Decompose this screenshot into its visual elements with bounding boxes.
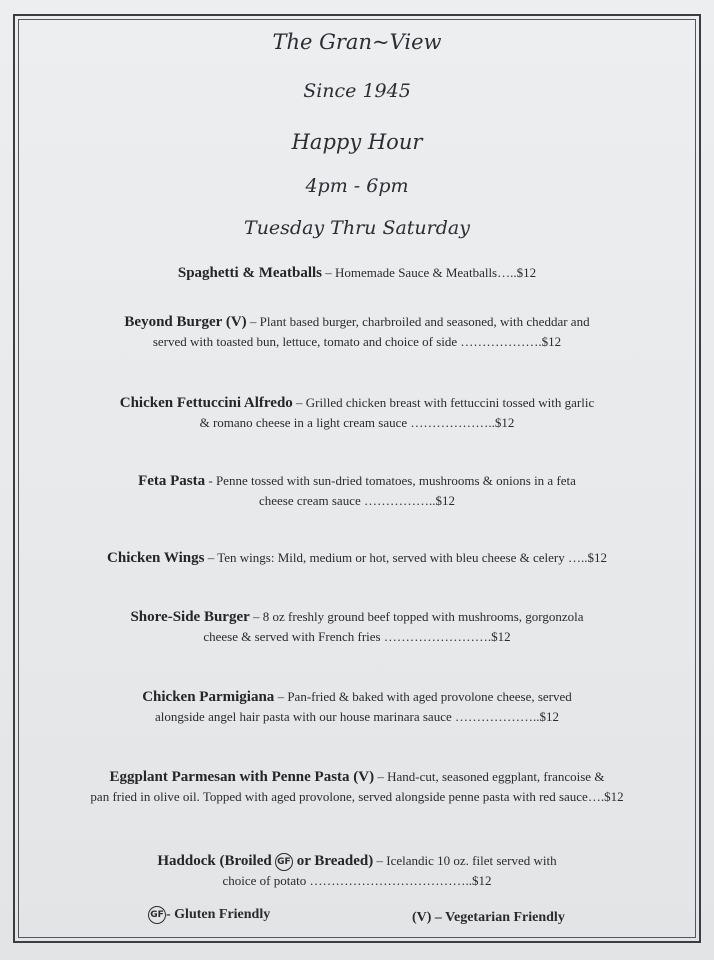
item-description: – Pan-fried & baked with aged provolone cheese, served — [274, 689, 572, 704]
days-line: Tuesday Thru Saturday — [244, 217, 470, 239]
menu-item-eggplant-parmesan — [20, 767, 694, 807]
since-line: Since 1945 — [303, 80, 411, 102]
item-description: – 8 oz freshly ground beef topped with mushrooms, gorgonzola — [249, 609, 584, 624]
gluten-friendly-icon: GF — [148, 906, 166, 924]
item-description-cont: cheese & served with French fries …………………….$12 — [203, 629, 511, 644]
item-description: – Homemade Sauce & Meatballs…..$12 — [322, 265, 537, 280]
gluten-friendly-legend — [148, 906, 270, 924]
item-name: Shore-Side Burger — [130, 609, 250, 625]
gluten-friendly-icon: GF — [275, 853, 293, 871]
menu-item-beyond-burger — [20, 312, 694, 352]
menu-item-chicken-wings — [20, 548, 694, 568]
item-name-cont: or Breaded) — [292, 853, 374, 869]
happy-hour-title: Happy Hour — [291, 130, 423, 154]
item-description-cont: choice of potato ………………………………..$12 — [222, 873, 492, 888]
item-name: Beyond Burger (V) — [124, 314, 247, 330]
item-description: – Icelandic 10 oz. filet served with — [373, 853, 557, 868]
item-description-cont: pan fried in olive oil. Topped with aged provolone, served alongside penne pasta with red sauce….$12 — [90, 789, 624, 804]
menu-item-spaghetti — [20, 263, 694, 283]
item-name: Chicken Parmigiana — [142, 689, 275, 705]
item-description: – Grilled chicken breast with fettuccini tossed with garlic — [292, 395, 595, 410]
menu-item-shore-side-burger — [20, 607, 694, 647]
item-name: Spaghetti & Meatballs — [177, 265, 323, 281]
item-description-cont: cheese cream sauce ……………..$12 — [258, 493, 455, 508]
item-description-cont: served with toasted bun, lettuce, tomato and choice of side ……………….$12 — [152, 334, 562, 349]
item-name: Eggplant Parmesan with Penne Pasta (V) — [109, 769, 375, 785]
item-description: – Hand-cut, seasoned eggplant, francoise & — [374, 769, 605, 784]
menu-item-chicken-parmigiana — [20, 687, 694, 727]
item-name: Chicken Fettuccini Alfredo — [119, 395, 293, 411]
hours-line: 4pm - 6pm — [305, 175, 409, 197]
item-description-cont: alongside angel hair pasta with our house marinara sauce ………………..$12 — [155, 709, 559, 724]
menu-item-chicken-fettuccini — [20, 393, 694, 433]
item-description: – Ten wings: Mild, medium or hot, served with bleu cheese & celery …..$12 — [204, 550, 607, 565]
item-description: – Plant based burger, charbroiled and seasoned, with cheddar and — [246, 314, 590, 329]
menu-item-haddock — [20, 851, 694, 891]
vegetarian-legend: (V) – Vegetarian Friendly — [412, 910, 565, 925]
item-description: - Penne tossed with sun-dried tomatoes, mushrooms & onions in a feta — [205, 473, 576, 488]
gluten-friendly-label: - Gluten Friendly — [166, 907, 271, 922]
item-name: Haddock (Broiled — [157, 853, 272, 869]
item-name: Chicken Wings — [107, 550, 205, 566]
restaurant-name: The Gran~View — [272, 30, 442, 54]
item-name: Feta Pasta — [138, 473, 206, 489]
item-description-cont: & romano cheese in a light cream sauce ………………..$12 — [199, 415, 515, 430]
menu-item-feta-pasta — [20, 471, 694, 511]
